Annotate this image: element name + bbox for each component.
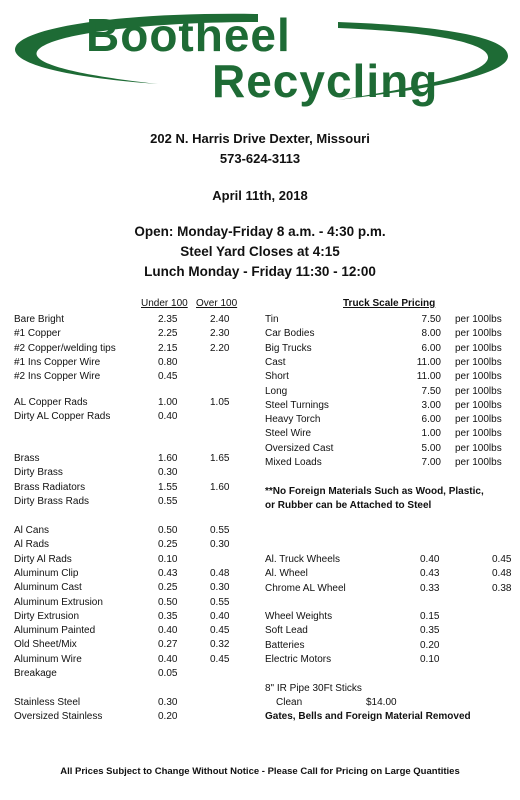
item-name: Dirty Al Rads (14, 554, 72, 565)
wheel-price-over: 0.48 (492, 568, 512, 579)
truck-item-price: 6.00 (421, 414, 441, 425)
wheel-item-name: Chrome AL Wheel (265, 583, 346, 594)
steel-note-line2: or Rubber can be Attached to Steel (265, 500, 432, 511)
truck-item-price: 5.00 (421, 443, 441, 454)
price-over-100: 0.48 (210, 568, 230, 579)
price-under-100: 0.40 (158, 625, 178, 636)
logo (8, 4, 512, 112)
price-under-100: 2.35 (158, 314, 178, 325)
price-over-100: 1.60 (210, 482, 230, 493)
truck-item-price: 7.50 (421, 314, 441, 325)
wheel-price-under: 0.43 (420, 568, 440, 579)
steel-note-line1: **No Foreign Materials Such as Wood, Plastic, (265, 486, 484, 497)
item-name: Dirty Extrusion (14, 611, 80, 622)
price-over-100: 0.55 (210, 597, 230, 608)
phone-number: 573-624-3113 (219, 151, 301, 166)
price-under-100: 2.25 (158, 328, 178, 339)
wheel-price-over: 0.45 (492, 554, 512, 565)
misc-item-name: Wheel Weights (265, 611, 333, 622)
item-name: Dirty AL Copper Rads (14, 411, 111, 422)
hours-open: Open: Monday-Friday 8 a.m. - 4:30 p.m. (134, 224, 386, 239)
truck-item-unit: per 100lbs (455, 428, 502, 439)
truck-item-price: 7.00 (421, 457, 441, 468)
truck-item-unit: per 100lbs (455, 386, 502, 397)
truck-item-name: Car Bodies (265, 328, 315, 339)
price-under-100: 1.60 (158, 453, 178, 464)
wheel-price-under: 0.33 (420, 583, 440, 594)
price-over-100: 0.30 (210, 539, 230, 550)
price-over-100: 2.30 (210, 328, 230, 339)
truck-item-unit: per 100lbs (455, 443, 502, 454)
truck-item-unit: per 100lbs (455, 400, 502, 411)
item-name: #2 Copper/welding tips (14, 343, 116, 354)
truck-item-name: Oversized Cast (265, 443, 334, 454)
price-under-100: 0.80 (158, 357, 178, 368)
price-under-100: 1.55 (158, 482, 178, 493)
truck-item-name: Mixed Loads (265, 457, 322, 468)
truck-item-name: Heavy Torch (265, 414, 321, 425)
price-under-100: 0.55 (158, 496, 178, 507)
pipe-label: Clean (276, 697, 303, 708)
price-under-100: 0.43 (158, 568, 178, 579)
item-name: Old Sheet/Mix (14, 639, 77, 650)
price-under-100: 2.15 (158, 343, 178, 354)
pipe-price: $14.00 (366, 697, 397, 708)
item-name: AL Copper Rads (14, 397, 88, 408)
item-name: Brass (14, 453, 40, 464)
item-name: #2 Ins Copper Wire (14, 371, 101, 382)
truck-item-price: 6.00 (421, 343, 441, 354)
price-over-100: 0.32 (210, 639, 230, 650)
price-over-100: 0.55 (210, 525, 230, 536)
item-name: Aluminum Extrusion (14, 597, 103, 608)
truck-item-unit: per 100lbs (455, 328, 502, 339)
misc-item-price: 0.35 (420, 625, 440, 636)
item-name: Al Rads (14, 539, 50, 550)
logo-text-bootheel: Bootheel (86, 9, 291, 61)
misc-item-name: Soft Lead (265, 625, 308, 636)
misc-item-name: Batteries (265, 640, 305, 651)
col-header-under-100: Under 100 (141, 298, 188, 309)
price-over-100: 2.20 (210, 343, 230, 354)
address: 202 N. Harris Drive Dexter, Missouri (150, 131, 370, 146)
price-under-100: 0.40 (158, 411, 178, 422)
truck-item-unit: per 100lbs (455, 457, 502, 468)
price-date: April 11th, 2018 (212, 188, 308, 203)
price-over-100: 1.05 (210, 397, 230, 408)
price-over-100: 0.45 (210, 654, 230, 665)
truck-item-price: 8.00 (421, 328, 441, 339)
item-name: #1 Ins Copper Wire (14, 357, 101, 368)
truck-item-price: 11.00 (416, 371, 441, 382)
price-under-100: 0.50 (158, 525, 178, 536)
wheel-price-under: 0.40 (420, 554, 440, 565)
footer-disclaimer: All Prices Subject to Change Without Notice - Please Call for Pricing on Large Quantities (60, 766, 460, 777)
item-name: Aluminum Clip (14, 568, 79, 579)
truck-item-name: Big Trucks (265, 343, 312, 354)
price-under-100: 1.00 (158, 397, 178, 408)
truck-item-unit: per 100lbs (455, 414, 502, 425)
wheel-item-name: Al. Wheel (265, 568, 308, 579)
item-name: Breakage (14, 668, 57, 679)
logo-text-recycling: Recycling (212, 55, 439, 107)
item-name: #1 Copper (14, 328, 61, 339)
item-name: Aluminum Wire (14, 654, 82, 665)
misc-item-name: Electric Motors (265, 654, 332, 665)
price-under-100: 0.30 (158, 697, 178, 708)
pipe-title: 8" IR Pipe 30Ft Sticks (265, 683, 362, 694)
price-under-100: 0.50 (158, 597, 178, 608)
price-over-100: 0.45 (210, 625, 230, 636)
truck-item-price: 7.50 (421, 386, 441, 397)
price-over-100: 0.40 (210, 611, 230, 622)
item-name: Dirty Brass Rads (14, 496, 90, 507)
price-under-100: 0.45 (158, 371, 178, 382)
item-name: Stainless Steel (14, 697, 81, 708)
truck-item-price: 3.00 (421, 400, 441, 411)
price-over-100: 0.30 (210, 582, 230, 593)
truck-item-name: Cast (265, 357, 286, 368)
item-name: Oversized Stainless (14, 711, 103, 722)
truck-item-name: Tin (265, 314, 279, 325)
item-name: Bare Bright (14, 314, 65, 325)
truck-item-unit: per 100lbs (455, 371, 502, 382)
truck-item-price: 11.00 (416, 357, 441, 368)
truck-item-name: Short (265, 371, 289, 382)
price-under-100: 0.27 (158, 639, 178, 650)
truck-item-name: Steel Wire (265, 428, 312, 439)
price-under-100: 0.05 (158, 668, 178, 679)
truck-item-unit: per 100lbs (455, 314, 502, 325)
item-name: Aluminum Painted (14, 625, 96, 636)
truck-item-price: 1.00 (421, 428, 441, 439)
price-under-100: 0.20 (158, 711, 178, 722)
item-name: Dirty Brass (14, 467, 63, 478)
item-name: Brass Radiators (14, 482, 86, 493)
pipe-note: Gates, Bells and Foreign Material Removed (265, 711, 471, 722)
wheel-price-over: 0.38 (492, 583, 512, 594)
truck-scale-title: Truck Scale Pricing (343, 298, 436, 309)
price-under-100: 0.25 (158, 582, 178, 593)
truck-item-name: Long (265, 386, 288, 397)
misc-item-price: 0.10 (420, 654, 440, 665)
misc-item-price: 0.20 (420, 640, 440, 651)
wheel-item-name: Al. Truck Wheels (265, 554, 341, 565)
item-name: Aluminum Cast (14, 582, 82, 593)
price-over-100: 2.40 (210, 314, 230, 325)
item-name: Al Cans (14, 525, 50, 536)
price-under-100: 0.30 (158, 467, 178, 478)
price-under-100: 0.35 (158, 611, 178, 622)
price-under-100: 0.25 (158, 539, 178, 550)
truck-item-unit: per 100lbs (455, 343, 502, 354)
col-header-over-100: Over 100 (196, 298, 238, 309)
hours-lunch: Lunch Monday - Friday 11:30 - 12:00 (144, 264, 376, 279)
truck-item-unit: per 100lbs (455, 357, 502, 368)
price-under-100: 0.40 (158, 654, 178, 665)
price-under-100: 0.10 (158, 554, 178, 565)
hours-steel-yard: Steel Yard Closes at 4:15 (180, 244, 340, 259)
misc-item-price: 0.15 (420, 611, 440, 622)
truck-item-name: Steel Turnings (265, 400, 329, 411)
price-over-100: 1.65 (210, 453, 230, 464)
